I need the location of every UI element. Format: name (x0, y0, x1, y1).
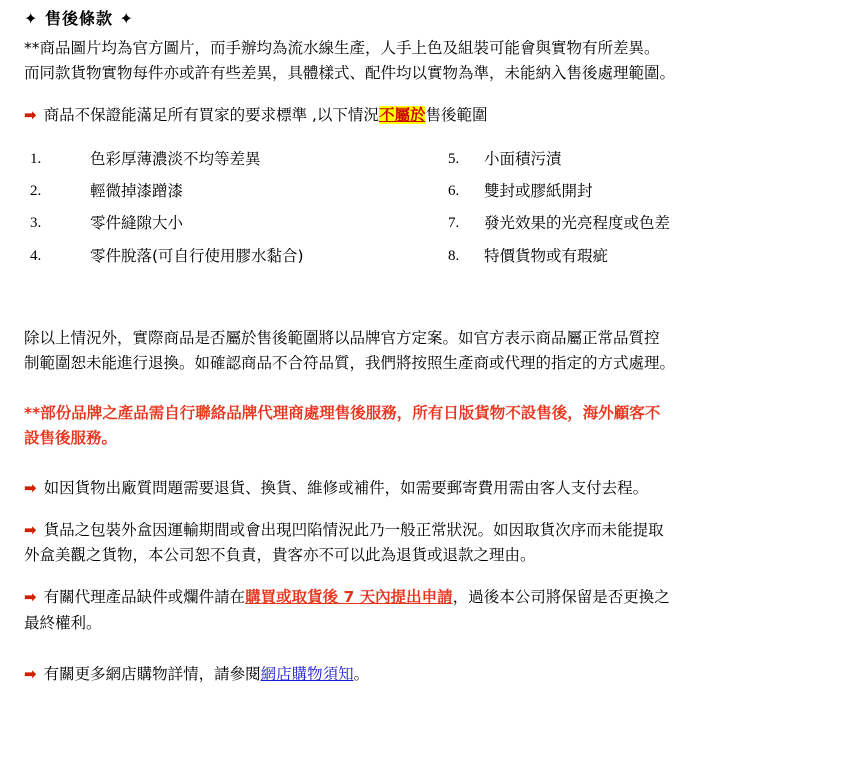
exclusion-list-right-column (438, 147, 852, 275)
warning-line-2: 設售後服務。 (24, 429, 118, 447)
list-item (24, 211, 438, 236)
exclusion-notice-before: 商品不保證能滿足所有買家的要求標準 ,以下情況 (43, 106, 379, 125)
spacer (24, 568, 852, 585)
policy-item-missing-parts-after: ，過後本公司將保留是否更換之 (452, 588, 670, 607)
list-item-label: 輕微掉漆蹭漆 (90, 182, 184, 201)
list-item-number: 8. (448, 247, 460, 264)
exclusion-notice (24, 103, 852, 128)
policy-item-shipping-label: 如因貨物出廠質問題需要退貨、換貨、維修或補件，如需要郵寄費用需由客人支付去程。 (43, 479, 649, 498)
policy-item-shipping (24, 476, 852, 501)
list-item (24, 147, 438, 172)
policy-item-missing-parts-highlight: 購買或取貨後 7 天內提出申請 (245, 588, 453, 607)
list-item-label: 零件縫隙大小 (90, 214, 184, 233)
spacer (24, 501, 852, 518)
list-item-number: 1. (30, 151, 42, 168)
policy-item-more-info-after: 。 (353, 664, 370, 683)
spacer (24, 636, 852, 653)
shopping-guide-link[interactable]: 網店購物須知 (260, 664, 354, 683)
arrow-icon: ➡ (24, 588, 37, 607)
policy-item-packaging (24, 518, 852, 543)
page-title: ✦ 售後條款 ✦ (24, 9, 134, 28)
intro-line-1: **商品圖片均為官方圖片，而手辦均為流水線生產，人手上色及組裝可能會與實物有所差異。 (24, 38, 660, 57)
policy-item-missing-parts (24, 585, 852, 610)
list-item (448, 244, 852, 269)
spacer (24, 653, 852, 662)
arrow-icon: ➡ (24, 521, 37, 540)
spacer (24, 276, 852, 301)
list-item-label: 發光效果的光亮程度或色差 (484, 214, 671, 233)
list-item-label: 色彩厚薄濃淡不均等差異 (90, 150, 261, 169)
spacer (24, 376, 852, 401)
exclusion-list (24, 147, 852, 275)
policy-item-packaging-line-2: 外盒美觀之貨物，本公司恕不負責，貴客亦不可以此為退貨或退款之理由。 (24, 546, 536, 565)
list-item-number: 5. (448, 151, 460, 168)
intro-line-2: 而同款貨物實物每件亦或許有些差異，具體樣式、配件均以實物為準，未能納入售後處理範圍。 (24, 64, 676, 83)
policy-item-missing-parts-line-2: 最終權利。 (24, 613, 102, 632)
policy-item-missing-parts-before: 有關代理產品缺件或爛件請在 (43, 588, 246, 607)
list-item (448, 211, 852, 236)
exclusion-list-left-column (24, 147, 438, 275)
exclusion-notice-highlight: 不屬於 (378, 106, 426, 125)
list-item-number: 2. (30, 183, 42, 200)
list-item-number: 6. (448, 183, 460, 200)
policy-paragraph-line-1: 除以上情況外，實際商品是否屬於售後範圍將以品牌官方定案。如官方表示商品屬正常品質控 (24, 328, 660, 347)
list-item-label: 小面積污漬 (484, 150, 562, 169)
arrow-icon: ➡ (24, 106, 37, 125)
exclusion-notice-after: 售後範圍 (425, 106, 488, 125)
policy-item-more-info-before: 有關更多網店購物詳情，請參閱 (43, 664, 261, 683)
arrow-icon: ➡ (24, 479, 37, 498)
spacer (24, 86, 852, 103)
list-item-number: 7. (448, 215, 460, 232)
list-item (448, 147, 852, 172)
list-item (24, 244, 438, 269)
list-item (448, 179, 852, 204)
list-item-label: 雙封或膠紙開封 (484, 182, 593, 201)
spacer (24, 301, 852, 326)
policy-paragraph-line-2: 制範圍恕未能進行退換。如確認商品不合符品質，我們將按照生產商或代理的指定的方式處理。 (24, 353, 676, 372)
arrow-icon: ➡ (24, 664, 37, 683)
warning-line-1: **部份品牌之產品需自行聯絡品牌代理商處理售後服務，所有日版貨物不設售後，海外顧客不 (24, 403, 661, 422)
list-item-number: 4. (30, 247, 42, 264)
spacer (24, 128, 852, 145)
policy-item-more-info (24, 662, 852, 687)
list-item-label: 零件脫落(可自行使用膠水黏合) (90, 246, 304, 265)
list-item-label: 特價貨物或有瑕疵 (484, 246, 609, 265)
spacer (24, 451, 852, 476)
list-item-number: 3. (30, 215, 42, 232)
policy-item-packaging-label: 貨品之包裝外盒因運輸期間或會出現凹陷情況此乃一般正常狀況。如因取貨次序而未能提取 (43, 521, 664, 540)
list-item (24, 179, 438, 204)
